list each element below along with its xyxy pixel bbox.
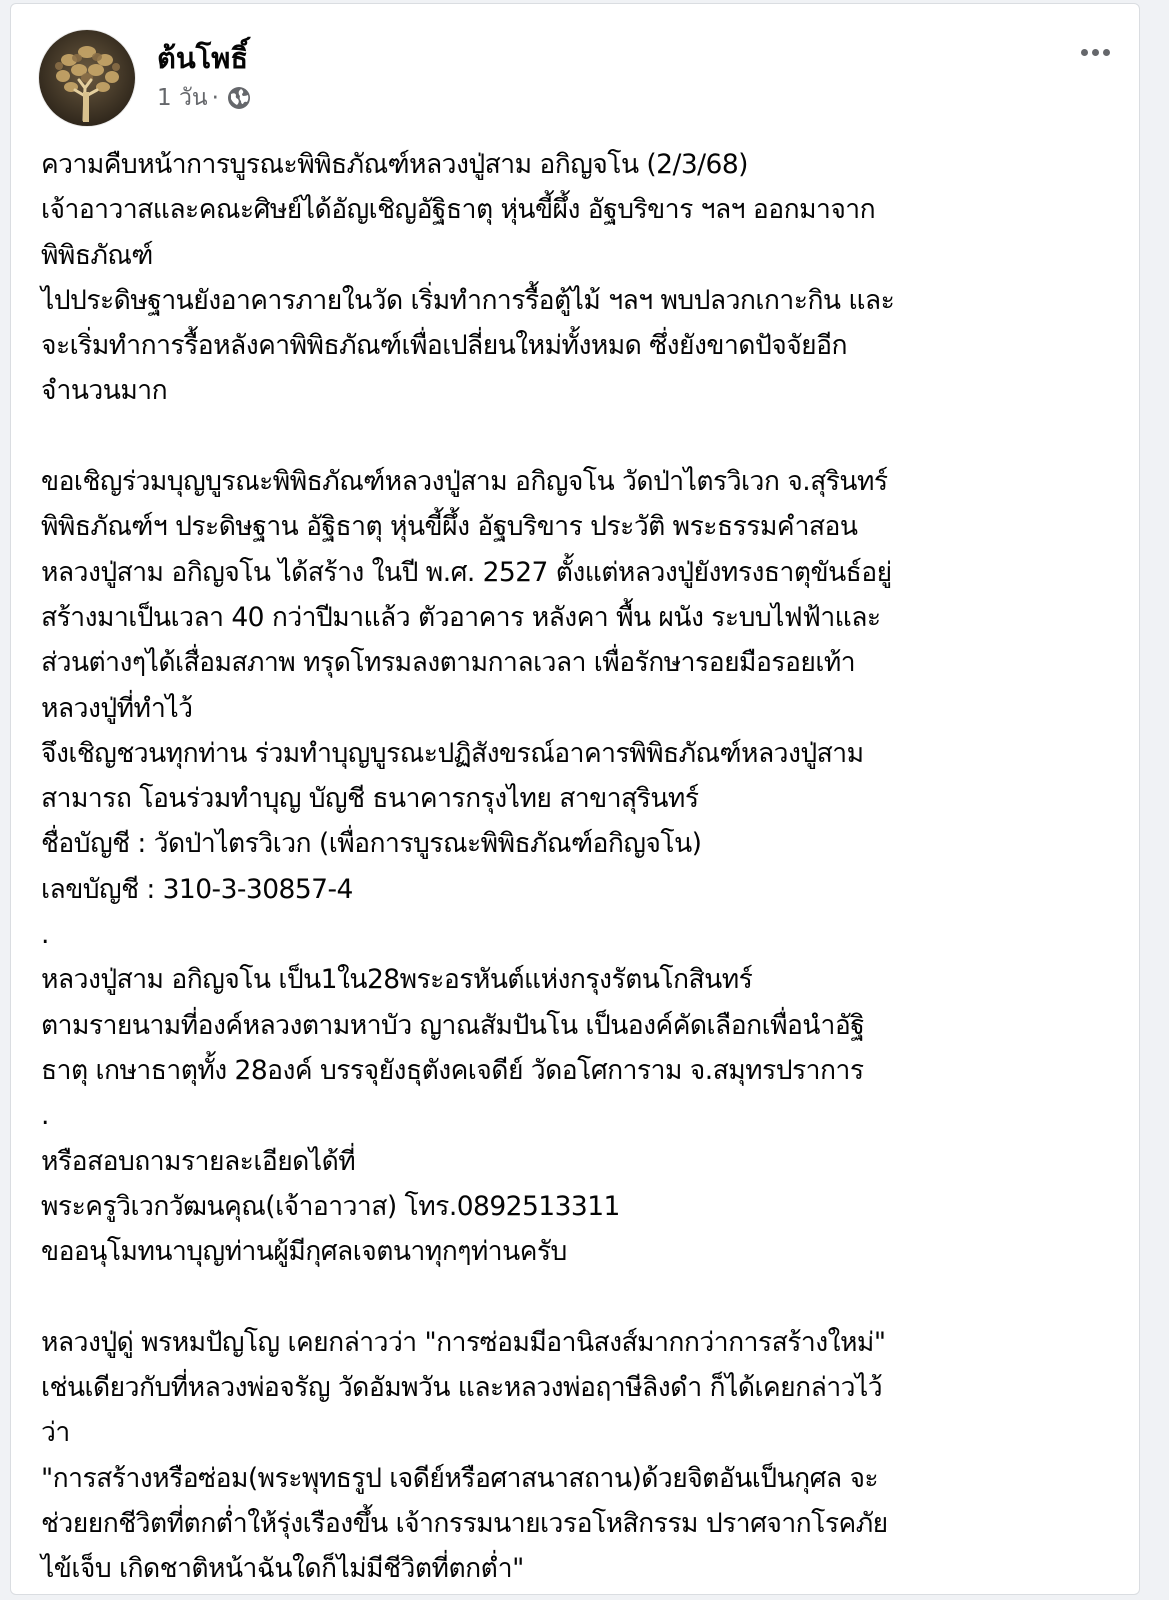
post-text-line: จึงเชิญชวนทุกท่าน ร่วมทำบุญบูรณะปฏิสังขรณ์อาคารพิพิธภัณฑ์หลวงปู่สาม: [41, 737, 864, 769]
post-meta: [157, 38, 252, 114]
post-text-line: ส่วนต่างๆได้เสื่อมสภาพ ทรุดโทรมลงตามกาลเวลา เพื่อรักษารอยมือรอยเท้า: [41, 647, 856, 679]
timestamp-row: [157, 82, 252, 114]
post-text-line: .: [41, 919, 49, 951]
post-text-line: ตามรายนามที่องค์หลวงตามหาบัว ญาณสัมปันโน เป็นองค์คัดเลือกเพื่อนำอัฐิ: [41, 1009, 865, 1041]
post-text-line: พระครูวิเวกวัฒนคุณ(เจ้าอาวาส) โทร.0892513311: [41, 1190, 620, 1222]
post-text-line: หลวงปู่ที่ทำไว้: [41, 692, 193, 724]
post-text-line: ธาตุ เกษาธาตุทั้ง 28องค์ บรรจุยังธุตังคเจดีย์ วัดอโศการาม จ.สมุทรปราการ: [41, 1054, 864, 1086]
post-text-line: "การสร้างหรือซ่อม(พระพุทธรูป เจดีย์หรือศาสนาสถาน)ด้วยจิตอันเป็นกุศล จะ: [41, 1462, 879, 1494]
post-text-line: .: [41, 1100, 49, 1132]
bodhi-tree-avatar-image: [39, 30, 135, 126]
globe-icon[interactable]: [226, 85, 252, 111]
post-text-line: หรือสอบถามรายละเอียดได้ที่: [41, 1145, 356, 1177]
post-text-line: [41, 1274, 1121, 1319]
post-text-line: ขออนุโมทนาบุญท่านผู้มีกุศลเจตนาทุกๆท่านครับ: [41, 1236, 567, 1268]
post-text-line: เจ้าอาวาสและคณะศิษย์ได้อัญเชิญอัฐิธาตุ หุ่นขี้ผึ้ง อัฐบริขาร ฯลฯ ออกมาจาก: [41, 194, 876, 226]
post-text-line: พิพิธภัณฑ์: [41, 239, 153, 271]
post-text-line: ช่วยยกชีวิตที่ตกต่ำให้รุ่งเรืองขึ้น เจ้ากรรมนายเวรอโหสิกรรม ปราศจากโรคภัย: [41, 1507, 888, 1539]
more-dot: [1092, 49, 1099, 56]
author-name[interactable]: ต้นโพธิ์: [157, 41, 249, 75]
post-text-line: เลขบัญชี : 310-3-30857-4: [41, 873, 353, 905]
post-card: [10, 3, 1140, 1595]
more-options-button[interactable]: [1071, 34, 1119, 70]
post-timestamp[interactable]: 1 วัน: [157, 85, 208, 111]
post-text-line: หลวงปู่ดู่ พรหมปัญโญ เคยกล่าวว่า "การซ่อมมีอานิสงส์มากกว่าการสร้างใหม่": [41, 1326, 886, 1358]
more-dot: [1103, 49, 1110, 56]
post-text-line: สร้างมาเป็นเวลา 40 กว่าปีมาแล้ว ตัวอาคาร หลังคา พื้น ผนัง ระบบไฟฟ้าและ: [41, 601, 881, 633]
meta-separator: ·: [211, 85, 219, 111]
post-text-line: สามารถ โอนร่วมทำบุญ บัญชี ธนาคารกรุงไทย สาขาสุรินทร์: [41, 783, 699, 815]
post-text-line: ชื่อบัญชี : วัดป่าไตรวิเวก (เพื่อการบูรณะพิพิธภัณฑ์อกิญจโน): [41, 828, 702, 860]
post-text-line: ความคืบหน้าการบูรณะพิพิธภัณฑ์หลวงปู่สาม อกิญจโน (2/3/68): [41, 149, 748, 180]
post-text-line: ว่า: [41, 1417, 70, 1449]
post-text-line: เช่นเดียวกับที่หลวงพ่อจรัญ วัดอัมพวัน และหลวงพ่อฤาษีลิงดำ ก็ได้เคยกล่าวไว้: [41, 1372, 883, 1404]
post-text-line: ไปประดิษฐานยังอาคารภายในวัด เริ่มทำการรื้อตู้ไม้ ฯลฯ พบปลวกเกาะกิน และ: [41, 284, 895, 316]
post-text-line: หลวงปู่สาม อกิญจโน เป็น1ใน28พระอรหันต์แห่งกรุงรัตนโกสินทร์: [41, 964, 753, 996]
post-text-line: จะเริ่มทำการรื้อหลังคาพิพิธภัณฑ์เพื่อเปลี่ยนใหม่ทั้งหมด ซึ่งยังขาดปัจจัยอีก: [41, 330, 848, 362]
post-text-line: ไข้เจ็บ เกิดชาติหน้าฉันใดก็ไม่มีชีวิตที่ตกต่ำ": [41, 1553, 524, 1585]
post-body-text: [41, 142, 1121, 1592]
post-text-line: จำนวนมาก: [41, 375, 168, 407]
post-text-line: พิพิธภัณฑ์ฯ ประดิษฐาน อัฐิธาตุ หุ่นขี้ผึ้ง อัฐบริขาร ประวัติ พระธรรมคำสอน: [41, 511, 858, 543]
avatar[interactable]: [39, 30, 135, 126]
more-dots-icon: [1081, 49, 1088, 56]
post-text-line: [41, 414, 1121, 459]
post-header: [39, 30, 252, 126]
post-text-line: ขอเชิญร่วมบุญบูรณะพิพิธภัณฑ์หลวงปู่สาม อกิญจโน วัดป่าไตรวิเวก จ.สุรินทร์: [41, 466, 888, 498]
post-text-line: หลวงปู่สาม อกิญจโน ได้สร้าง ในปี พ.ศ. 2527 ตั้งแต่หลวงปู่ยังทรงธาตุขันธ์อยู่: [41, 556, 892, 588]
